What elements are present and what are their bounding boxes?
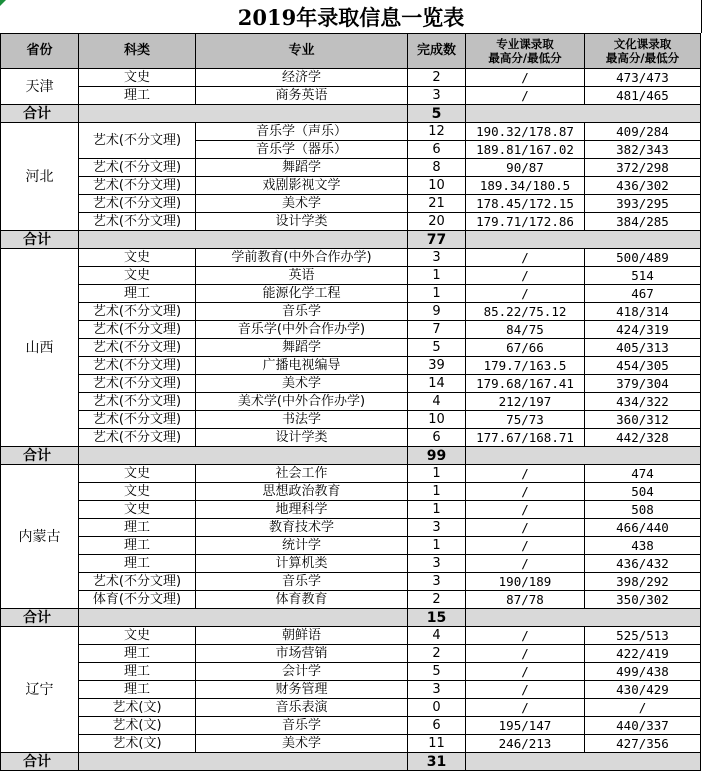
cultural-score-cell[interactable]: 500/489 [585, 249, 701, 267]
professional-score-cell[interactable]: 190/189 [466, 573, 585, 591]
major-cell[interactable]: 音乐学 [196, 717, 408, 735]
header-professional-score[interactable] [466, 34, 585, 69]
province-cell[interactable]: 山西 [1, 249, 79, 447]
count-cell[interactable]: 3 [408, 87, 466, 105]
count-cell[interactable]: 6 [408, 717, 466, 735]
cultural-score-cell[interactable]: 382/343 [585, 141, 701, 159]
major-cell[interactable]: 书法学 [196, 411, 408, 429]
header-cultural-line2: 最高分/最低分 [605, 51, 680, 65]
professional-score-cell[interactable]: / [466, 285, 585, 303]
count-cell[interactable]: 10 [408, 177, 466, 195]
count-cell[interactable]: 1 [408, 465, 466, 483]
cultural-score-cell[interactable]: 481/465 [585, 87, 701, 105]
count-cell[interactable]: 10 [408, 411, 466, 429]
professional-score-cell[interactable]: 179.68/167.41 [466, 375, 585, 393]
table-row [1, 69, 701, 87]
major-cell[interactable]: 戏剧影视文学 [196, 177, 408, 195]
header-row [1, 34, 701, 69]
cultural-score-cell[interactable]: 466/440 [585, 519, 701, 537]
count-cell[interactable]: 3 [408, 555, 466, 573]
table-row [1, 555, 701, 573]
count-cell[interactable]: 4 [408, 627, 466, 645]
province-cell[interactable]: 天津 [1, 69, 79, 105]
professional-score-cell[interactable]: 179.7/163.5 [466, 357, 585, 375]
major-cell[interactable]: 学前教育(中外合作办学) [196, 249, 408, 267]
professional-score-cell[interactable]: 87/78 [466, 591, 585, 609]
category-cell[interactable]: 文史 [79, 483, 196, 501]
category-cell[interactable]: 艺术(不分文理) [79, 375, 196, 393]
cultural-score-cell[interactable]: 442/328 [585, 429, 701, 447]
major-cell[interactable]: 市场营销 [196, 645, 408, 663]
professional-score-cell[interactable]: 85.22/75.12 [466, 303, 585, 321]
professional-score-cell[interactable]: 67/66 [466, 339, 585, 357]
count-cell[interactable]: 3 [408, 519, 466, 537]
count-cell[interactable]: 3 [408, 249, 466, 267]
total-blank-cell[interactable] [79, 231, 408, 249]
major-cell[interactable]: 能源化学工程 [196, 285, 408, 303]
category-cell[interactable]: 艺术(不分文理) [79, 213, 196, 231]
category-cell[interactable]: 艺术(不分文理) [79, 429, 196, 447]
cultural-score-cell[interactable]: 393/295 [585, 195, 701, 213]
category-cell[interactable]: 艺术(文) [79, 717, 196, 735]
table-row [1, 717, 701, 735]
major-cell[interactable]: 音乐学(中外合作办学) [196, 321, 408, 339]
header-major[interactable]: 专业 [196, 34, 408, 69]
cultural-score-cell[interactable]: 499/438 [585, 663, 701, 681]
count-cell[interactable]: 1 [408, 501, 466, 519]
header-province[interactable]: 省份 [1, 34, 79, 69]
table-row [1, 321, 701, 339]
count-cell[interactable]: 1 [408, 537, 466, 555]
table-row [1, 339, 701, 357]
professional-score-cell[interactable]: / [466, 537, 585, 555]
major-cell[interactable]: 音乐学（器乐） [196, 141, 408, 159]
major-cell[interactable]: 思想政治教育 [196, 483, 408, 501]
cultural-score-cell[interactable]: 422/419 [585, 645, 701, 663]
table-row [1, 735, 701, 753]
cultural-score-cell[interactable]: 424/319 [585, 321, 701, 339]
major-cell[interactable]: 会计学 [196, 663, 408, 681]
professional-score-cell[interactable]: / [466, 501, 585, 519]
total-value[interactable]: 31 [408, 753, 466, 771]
category-cell[interactable]: 艺术(不分文理) [79, 411, 196, 429]
major-cell[interactable]: 教育技术学 [196, 519, 408, 537]
cultural-score-cell[interactable]: 525/513 [585, 627, 701, 645]
table-row [1, 663, 701, 681]
professional-score-cell[interactable]: 189.34/180.5 [466, 177, 585, 195]
header-cultural-line1: 文化课录取 [613, 37, 672, 51]
total-row [1, 231, 701, 249]
category-cell[interactable]: 理工 [79, 87, 196, 105]
category-cell[interactable]: 理工 [79, 537, 196, 555]
category-cell[interactable]: 文史 [79, 465, 196, 483]
count-cell[interactable]: 2 [408, 591, 466, 609]
table-row [1, 285, 701, 303]
major-cell[interactable]: 音乐学 [196, 303, 408, 321]
total-row [1, 105, 701, 123]
count-cell[interactable]: 14 [408, 375, 466, 393]
major-cell[interactable]: 设计学类 [196, 429, 408, 447]
category-cell[interactable]: 理工 [79, 285, 196, 303]
cultural-score-cell[interactable]: 409/284 [585, 123, 701, 141]
count-cell[interactable]: 9 [408, 303, 466, 321]
category-cell[interactable]: 艺术(不分文理) [79, 159, 196, 177]
major-cell[interactable]: 商务英语 [196, 87, 408, 105]
total-label[interactable]: 合计 [1, 609, 79, 627]
professional-score-cell[interactable]: / [466, 663, 585, 681]
count-cell[interactable]: 8 [408, 159, 466, 177]
category-cell[interactable]: 文史 [79, 249, 196, 267]
table-row [1, 249, 701, 267]
count-cell[interactable]: 1 [408, 285, 466, 303]
category-cell[interactable]: 文史 [79, 267, 196, 285]
major-cell[interactable]: 统计学 [196, 537, 408, 555]
category-cell[interactable]: 理工 [79, 555, 196, 573]
total-row [1, 447, 701, 465]
cultural-score-cell[interactable]: 398/292 [585, 573, 701, 591]
professional-score-cell[interactable]: / [466, 681, 585, 699]
count-cell[interactable]: 5 [408, 663, 466, 681]
table-row [1, 357, 701, 375]
table-row [1, 501, 701, 519]
total-blank-cell[interactable] [79, 753, 408, 771]
professional-score-cell[interactable]: / [466, 627, 585, 645]
total-label[interactable]: 合计 [1, 231, 79, 249]
count-cell[interactable]: 11 [408, 735, 466, 753]
cultural-score-cell[interactable]: 474 [585, 465, 701, 483]
professional-score-cell[interactable]: / [466, 249, 585, 267]
cultural-score-cell[interactable]: 436/302 [585, 177, 701, 195]
total-blank-cell[interactable] [466, 447, 701, 465]
cultural-score-cell[interactable]: 438 [585, 537, 701, 555]
total-value[interactable]: 99 [408, 447, 466, 465]
professional-score-cell[interactable]: / [466, 645, 585, 663]
total-blank-cell[interactable] [79, 609, 408, 627]
header-category[interactable]: 科类 [79, 34, 196, 69]
major-cell[interactable]: 朝鲜语 [196, 627, 408, 645]
count-cell[interactable]: 0 [408, 699, 466, 717]
total-value[interactable]: 77 [408, 231, 466, 249]
cultural-score-cell[interactable]: 508 [585, 501, 701, 519]
major-cell[interactable]: 舞蹈学 [196, 159, 408, 177]
major-cell[interactable]: 广播电视编导 [196, 357, 408, 375]
table-row [1, 411, 701, 429]
admission-table [0, 33, 701, 771]
category-cell[interactable]: 艺术(文) [79, 699, 196, 717]
category-cell[interactable]: 艺术(不分文理) [79, 573, 196, 591]
table-row [1, 483, 701, 501]
count-cell[interactable]: 20 [408, 213, 466, 231]
major-cell[interactable]: 经济学 [196, 69, 408, 87]
count-cell[interactable]: 7 [408, 321, 466, 339]
category-cell[interactable]: 理工 [79, 645, 196, 663]
table-row [1, 267, 701, 285]
count-cell[interactable]: 1 [408, 483, 466, 501]
cultural-score-cell[interactable]: 514 [585, 267, 701, 285]
cultural-score-cell[interactable]: 467 [585, 285, 701, 303]
category-cell[interactable]: 艺术(不分文理) [79, 177, 196, 195]
professional-score-cell[interactable]: / [466, 87, 585, 105]
count-cell[interactable]: 5 [408, 339, 466, 357]
table-row [1, 465, 701, 483]
cultural-score-cell[interactable]: 427/356 [585, 735, 701, 753]
major-cell[interactable]: 美术学(中外合作办学) [196, 393, 408, 411]
category-cell[interactable]: 艺术(文) [79, 735, 196, 753]
count-cell[interactable]: 4 [408, 393, 466, 411]
table-row [1, 177, 701, 195]
cultural-score-cell[interactable]: 350/302 [585, 591, 701, 609]
professional-score-cell[interactable]: / [466, 483, 585, 501]
count-cell[interactable]: 2 [408, 645, 466, 663]
count-cell[interactable]: 21 [408, 195, 466, 213]
table-row [1, 681, 701, 699]
table-row [1, 591, 701, 609]
total-blank-cell[interactable] [79, 105, 408, 123]
major-cell[interactable]: 舞蹈学 [196, 339, 408, 357]
cultural-score-cell[interactable]: 418/314 [585, 303, 701, 321]
total-blank-cell[interactable] [466, 105, 701, 123]
professional-score-cell[interactable]: 177.67/168.71 [466, 429, 585, 447]
category-cell[interactable]: 艺术(不分文理) [79, 321, 196, 339]
category-cell[interactable]: 艺术(不分文理) [79, 123, 196, 159]
total-label[interactable]: 合计 [1, 753, 79, 771]
table-row [1, 87, 701, 105]
professional-score-cell[interactable]: 90/87 [466, 159, 585, 177]
professional-score-cell[interactable]: 178.45/172.15 [466, 195, 585, 213]
cultural-score-cell[interactable]: 379/304 [585, 375, 701, 393]
cultural-score-cell[interactable]: 436/432 [585, 555, 701, 573]
major-cell[interactable]: 音乐学 [196, 573, 408, 591]
professional-score-cell[interactable]: 195/147 [466, 717, 585, 735]
count-cell[interactable]: 1 [408, 267, 466, 285]
category-cell[interactable]: 体育(不分文理) [79, 591, 196, 609]
professional-score-cell[interactable]: 190.32/178.87 [466, 123, 585, 141]
table-row [1, 429, 701, 447]
total-label[interactable]: 合计 [1, 447, 79, 465]
province-cell[interactable]: 内蒙古 [1, 465, 79, 609]
professional-score-cell[interactable]: / [466, 555, 585, 573]
total-blank-cell[interactable] [466, 609, 701, 627]
cultural-score-cell[interactable]: 405/313 [585, 339, 701, 357]
major-cell[interactable]: 财务管理 [196, 681, 408, 699]
professional-score-cell[interactable]: 179.71/172.86 [466, 213, 585, 231]
table-row [1, 537, 701, 555]
count-cell[interactable]: 2 [408, 69, 466, 87]
header-professional-line1: 专业课录取 [496, 37, 554, 51]
cultural-score-cell[interactable]: 454/305 [585, 357, 701, 375]
page-title: 2019年录取信息一览表 [237, 5, 465, 30]
cultural-score-cell[interactable]: 504 [585, 483, 701, 501]
header-professional-line2: 最高分/最低分 [488, 51, 562, 65]
professional-score-cell[interactable]: / [466, 699, 585, 717]
count-cell[interactable]: 39 [408, 357, 466, 375]
total-row [1, 609, 701, 627]
category-cell[interactable]: 文史 [79, 501, 196, 519]
major-cell[interactable]: 美术学 [196, 375, 408, 393]
major-cell[interactable]: 美术学 [196, 735, 408, 753]
table-row [1, 213, 701, 231]
major-cell[interactable]: 音乐学（声乐） [196, 123, 408, 141]
category-cell[interactable]: 艺术(不分文理) [79, 339, 196, 357]
count-cell[interactable]: 6 [408, 141, 466, 159]
table-row [1, 123, 701, 141]
province-cell[interactable]: 辽宁 [1, 627, 79, 753]
professional-score-cell[interactable]: / [466, 519, 585, 537]
major-cell[interactable]: 美术学 [196, 195, 408, 213]
count-cell[interactable]: 6 [408, 429, 466, 447]
major-cell[interactable]: 设计学类 [196, 213, 408, 231]
table-row [1, 519, 701, 537]
cultural-score-cell[interactable]: 430/429 [585, 681, 701, 699]
table-row [1, 699, 701, 717]
total-label[interactable]: 合计 [1, 105, 79, 123]
total-value[interactable]: 15 [408, 609, 466, 627]
professional-score-cell[interactable]: 189.81/167.02 [466, 141, 585, 159]
major-cell[interactable]: 英语 [196, 267, 408, 285]
table-row [1, 159, 701, 177]
cultural-score-cell[interactable]: 440/337 [585, 717, 701, 735]
professional-score-cell[interactable]: 212/197 [466, 393, 585, 411]
professional-score-cell[interactable]: 84/75 [466, 321, 585, 339]
category-cell[interactable]: 艺术(不分文理) [79, 393, 196, 411]
total-blank-cell[interactable] [79, 447, 408, 465]
count-cell[interactable]: 3 [408, 681, 466, 699]
major-cell[interactable]: 社会工作 [196, 465, 408, 483]
table-row [1, 393, 701, 411]
total-row [1, 753, 701, 771]
total-blank-cell[interactable] [466, 753, 701, 771]
cultural-score-cell[interactable]: 372/298 [585, 159, 701, 177]
category-cell[interactable]: 文史 [79, 627, 196, 645]
professional-score-cell[interactable]: / [466, 267, 585, 285]
province-cell[interactable]: 河北 [1, 123, 79, 231]
major-cell[interactable]: 体育教育 [196, 591, 408, 609]
count-cell[interactable]: 12 [408, 123, 466, 141]
category-cell[interactable]: 理工 [79, 663, 196, 681]
count-cell[interactable]: 3 [408, 573, 466, 591]
category-cell[interactable]: 艺术(不分文理) [79, 195, 196, 213]
table-row [1, 375, 701, 393]
category-cell[interactable]: 理工 [79, 681, 196, 699]
professional-score-cell[interactable]: / [466, 465, 585, 483]
total-value[interactable]: 5 [408, 105, 466, 123]
table-body [1, 69, 701, 771]
major-cell[interactable]: 地理科学 [196, 501, 408, 519]
professional-score-cell[interactable]: 75/73 [466, 411, 585, 429]
professional-score-cell[interactable]: / [466, 69, 585, 87]
professional-score-cell[interactable]: 246/213 [466, 735, 585, 753]
cultural-score-cell[interactable]: / [585, 699, 701, 717]
major-cell[interactable]: 计算机类 [196, 555, 408, 573]
table-row [1, 303, 701, 321]
cultural-score-cell[interactable]: 473/473 [585, 69, 701, 87]
table-row [1, 645, 701, 663]
category-cell[interactable]: 理工 [79, 519, 196, 537]
table-row [1, 195, 701, 213]
header-completed[interactable]: 完成数 [408, 34, 466, 69]
total-blank-cell[interactable] [466, 231, 701, 249]
table-row [1, 627, 701, 645]
category-cell[interactable]: 艺术(不分文理) [79, 303, 196, 321]
table-row [1, 573, 701, 591]
cultural-score-cell[interactable]: 434/322 [585, 393, 701, 411]
category-cell[interactable]: 文史 [79, 69, 196, 87]
major-cell[interactable]: 音乐表演 [196, 699, 408, 717]
header-cultural-score[interactable] [585, 34, 701, 69]
category-cell[interactable]: 艺术(不分文理) [79, 357, 196, 375]
cultural-score-cell[interactable]: 384/285 [585, 213, 701, 231]
cultural-score-cell[interactable]: 360/312 [585, 411, 701, 429]
